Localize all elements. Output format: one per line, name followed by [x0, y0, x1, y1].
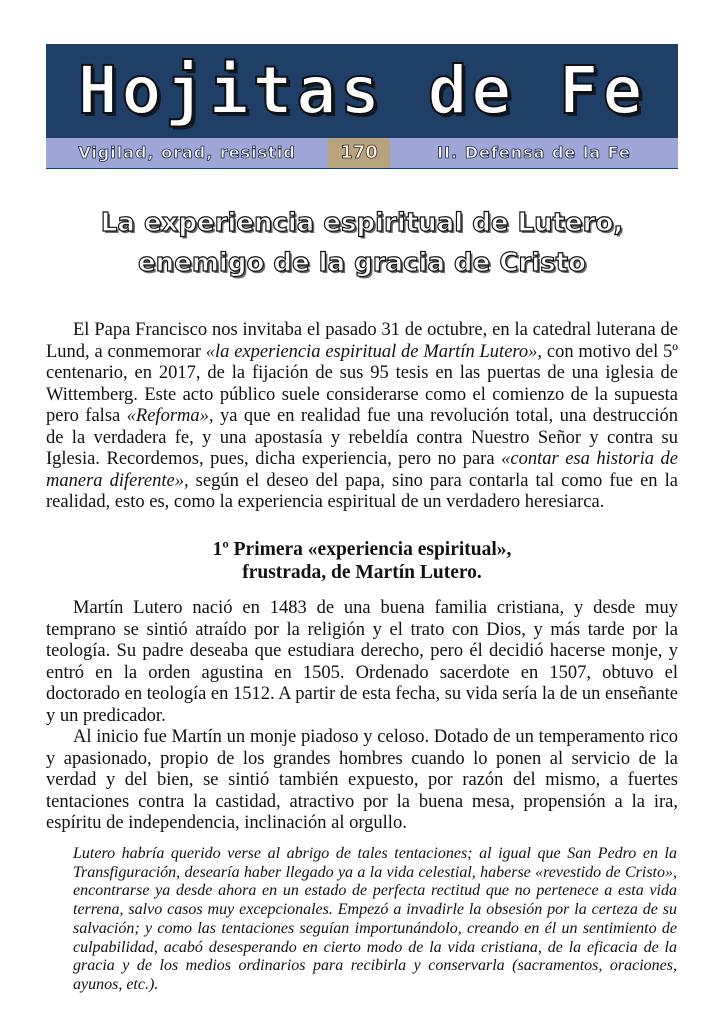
intro-quote-3: «contar esa historia de manera diferente», — [46, 449, 678, 491]
masthead-motto: Vigilad, orad, resistid — [46, 138, 328, 168]
article-title-line-2: enemigo de la gracia de Cristo — [138, 248, 586, 278]
section-heading-line-1: 1º Primera «experiencia espiritual», — [212, 539, 512, 560]
intro-paragraph — [46, 320, 678, 514]
block-quote: Lutero habría querido verse al abrigo de tales tentaciones; al igual que San Pedro en la Transfiguración, desearía haber llegado ya a la vida celestial, haberse «revestido de Cristo», encontrarse ya desde ahora en un estado de perfecta rectitud que no pertenece a esta vida terrena, salvo casos muy excepcionales. Empezó a invadirle la obsesión por la certeza de su salvación; y como las tentaciones seguían importunándolo, creando en él un sentimiento de culpabilidad, acabó desesperando en cierto modo de la vida cristiana, de la eficacia de la gracia y de los medios ordinarios para recibirla y conservarla (sacramentos, oraciones, ayunos, etc.). — [73, 845, 677, 993]
intro-quote-1: «la experiencia espiritual de Martín Lutero», — [205, 341, 543, 362]
intro-text-3: ya que en realidad fue una revolución total, una destrucción de la verdadera fe, y una apostasía y rebeldía contra Nuestro Señor y contra su Iglesia. Recordemos, pues, dicha experiencia, pero no para — [46, 406, 678, 469]
section-heading-line-2: frustrada, de Martín Lutero. — [242, 562, 482, 583]
issue-number: 170 — [328, 138, 390, 168]
section-paragraph-2: Al inicio fue Martín un monje piadoso y celoso. Dotado de un temperamento rico y apasionado, propio de los grandes hombres cuando lo ponen al servicio de la verdad y del bien, se sintió también expuesto, por razón del mismo, a fuertes tentaciones contra la castidad, atractivo por la buena mesa, propensión a la ira, espíritu de independencia, inclinación al orgullo. — [46, 727, 678, 833]
intro-text-2: con motivo del 5º centenario, en 2017, de la fijación de sus 95 tesis en las puertas de una iglesia de Wittemberg. Este acto público suele considerarse como el comienzo de la supuesta pero falsa — [46, 341, 679, 426]
intro-text-1: El Papa Francisco nos invitaba el pasado 31 de octubre, en la catedral luterana de Lund, a conmemorar — [46, 320, 678, 362]
section-heading — [46, 538, 678, 584]
section-paragraph-1: Martín Lutero nació en 1483 de una buena familia cristiana, y desde muy temprano se sintió atraído por la religión y el trato con Dios, y más tarde por la teología. Su padre deseaba que estudiara derecho, pero él decidió hacerse monje, y entró en la orden agustina en 1505. Ordenado sacerdote en 1507, obtuvo el doctorado en teología en 1512. A partir de esta fecha, su vida sería la de un enseñante y un predicador. — [46, 598, 678, 726]
masthead-title: Hojitas de Fe — [77, 52, 647, 129]
masthead — [46, 44, 678, 169]
article-title-line-1: La experiencia espiritual de Lutero, — [100, 208, 624, 238]
intro-quote-2: «Reforma», — [126, 406, 214, 426]
masthead-section: II. Defensa de la Fe — [390, 138, 678, 168]
masthead-subbar — [46, 135, 678, 169]
article-title — [46, 203, 678, 283]
intro-text-4: según el deseo del papa, sino para contarla tal como fue en la realidad, esto es, como la experiencia espiritual de un verdadero heresiarca. — [46, 470, 678, 512]
